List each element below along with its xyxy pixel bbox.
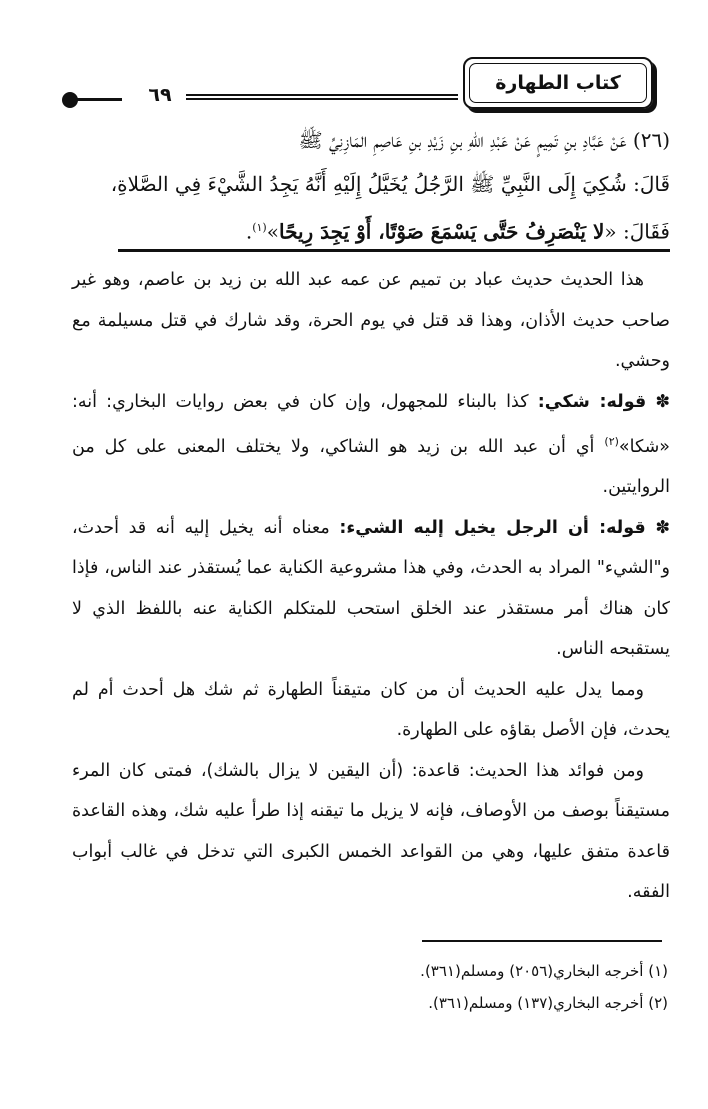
footnote-divider [422,940,662,942]
term-label: قوله: شكي: [537,391,647,412]
hadith-prophet-words: لا يَنْصَرِفُ حَتَّى يَسْمَعَ صَوْتًا، أَوْ يَجِدَ رِيحًا [278,219,605,244]
footnotes [72,955,668,1019]
hadith-line-2: قَالَ: شُكِيَ إِلَى النَّبِيِّ ﷺ الرَّجُلُ يُخَيَّلُ إِلَيْهِ أَنَّهُ يَجِدُ الشَّيْءَ فِي الصَّلاةِ، [110,172,670,196]
header-ornament-dot [62,92,78,108]
header-rule [186,94,458,100]
chapter-title-box [463,57,653,109]
hadith-line-1: (٢٦) عَنْ عَبَّادِ بنِ تَمِيمٍ عَنْ عَبْدِ اللهِ بنِ زَيْدِ بنِ عَاصِمِ المَازِنِيِّ ﷺ [298,128,670,152]
hadith-quote-suffix: » [266,219,279,244]
bullet-star: ✽ [655,391,670,412]
page-number: ٦٩ [148,84,172,106]
hadith-line-3 [72,206,670,254]
paragraph-2-text-a: كذا بالبناء للمجهول، وإن كان في بعض روايات البخاري: أنه: «شكا» [72,391,670,457]
paragraph-1: هذا الحديث حديث عباد بن تميم عن عمه عبد الله بن زيد بن عاصم، وهو غير صاحب حديث الأذان، وهذا قد قتل في يوم الحرة، وقد شارك في قتل مسيلمة مع وحشي. [72,270,670,371]
paragraph-3 [72,508,670,670]
paragraph-3-text: معناه أنه يخيل إليه أنه قد أحدث، و"الشيء" المراد به الحدث، وفي هذا مشروعية الكناية عما يُستقذر عند الناس، فإذا كان هناك أمر مستقذر عند الخلق استحب للمتكلم الكناية عنه باللفظ الذي لا يستقبحه الناس. [72,517,670,660]
footnote-ref-2: (٢) [604,435,619,448]
paragraph-4: ومما يدل عليه الحديث أن من كان متيقناً الطهارة ثم شك هل أحدث أم لم يحدث، فإن الأصل بقاؤه على الطهارة. [72,679,670,741]
hadith-end: . [245,219,253,244]
footnote-ref-1: (١) [252,221,267,234]
footnote-1: (١) أخرجه البخاري(٢٠٥٦) ومسلم(٣٦١). [420,962,668,980]
hadith-divider [118,249,670,252]
paragraph-2 [72,382,670,508]
term-label: قوله: أن الرجل يخيل إليه الشيء: [339,517,646,538]
chapter-title: كتاب الطهارة [495,72,621,94]
paragraph-5: ومن فوائد هذا الحديث: قاعدة: (أن اليقين لا يزال بالشك)، فمتى كان المرء مستيقناً بوصف من الأوصاف، فإنه لا يزيل ما تيقنه إذا طرأ عليه شك، وهذه القاعدة قاعدة متفق عليها، وهي من القواعد الخمس الكبرى التي تدخل في غالب أبواب الفقه. [72,760,670,903]
bullet-star: ✽ [655,517,670,538]
hadith-text [72,118,670,254]
paragraph-2-text-b: أي أن عبد الله بن زيد هو الشاكي، ولا يختلف المعنى على كل من الروايتين. [72,436,670,498]
hadith-quote-prefix: فَقَالَ: « [604,219,670,244]
footnote-2: (٢) أخرجه البخاري(١٣٧) ومسلم(٣٦١). [428,994,668,1012]
commentary [72,260,670,913]
